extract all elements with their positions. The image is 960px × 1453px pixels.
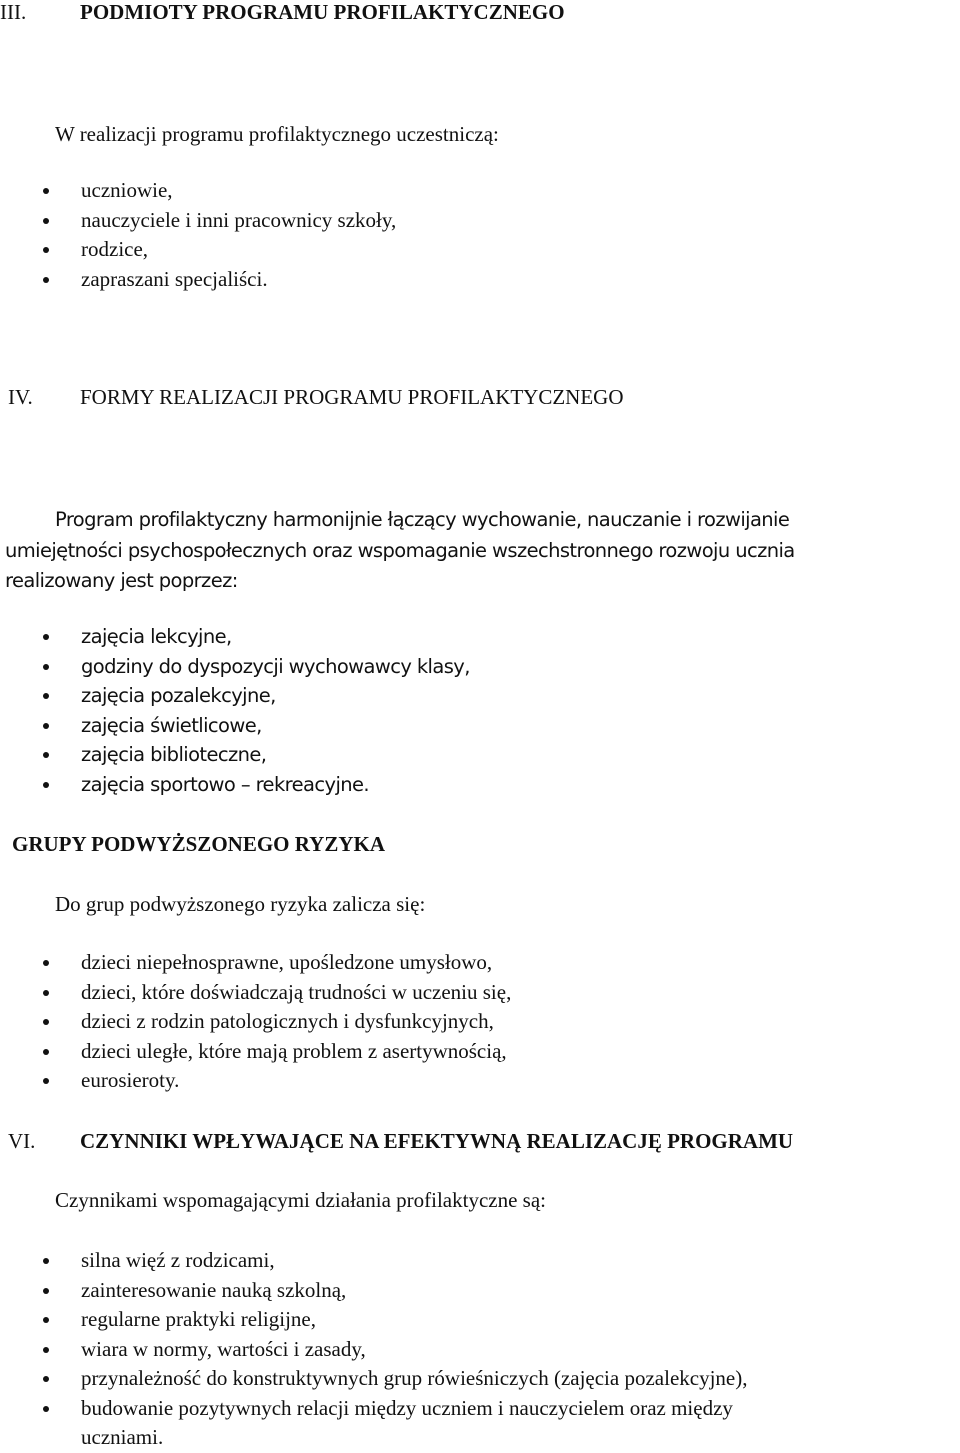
list-item: eurosieroty. (0, 1066, 960, 1096)
section-heading-vi (8, 1127, 960, 1155)
section-number: IV. (8, 385, 33, 409)
paragraph-line: Program profilaktyczny harmonijnie łączący wychowanie, nauczanie i rozwijanie (55, 508, 790, 531)
list-item: zapraszani specjaliści. (0, 265, 960, 295)
list-item: nauczyciele i inni pracownicy szkoły, (0, 206, 960, 236)
list-item: dzieci niepełnosprawne, upośledzone umysłowo, (0, 948, 960, 978)
section-number: VI. (8, 1129, 36, 1153)
section-intro: Czynnikami wspomagającymi działania profilaktyczne są: (55, 1188, 546, 1212)
section-title: FORMY REALIZACJI PROGRAMU PROFILAKTYCZNEGO (80, 385, 624, 409)
factors-list (0, 1246, 960, 1453)
list-item: dzieci, które doświadczają trudności w uczeniu się, (0, 978, 960, 1008)
list-item: zajęcia świetlicowe, (0, 711, 960, 741)
risk-groups-heading: GRUPY PODWYŻSZONEGO RYZYKA (12, 832, 386, 856)
participants-list (0, 176, 960, 294)
section-heading-iii (0, 0, 960, 26)
forms-list (0, 622, 960, 799)
section-intro: W realizacji programu profilaktycznego uczestniczą: (55, 122, 499, 146)
section-number: III. (0, 0, 27, 24)
section-heading-iv (8, 383, 960, 411)
list-item: zainteresowanie nauką szkolną, (0, 1276, 960, 1306)
section-title: PODMIOTY PROGRAMU PROFILAKTYCZNEGO (80, 0, 565, 24)
section-title: CZYNNIKI WPŁYWAJĄCE NA EFEKTYWNĄ REALIZACJĘ PROGRAMU (80, 1129, 794, 1153)
paragraph-line: umiejętności psychospołecznych oraz wspomaganie wszechstronnego rozwoju ucznia (5, 538, 795, 562)
risk-groups-list (0, 948, 960, 1096)
list-item: regularne praktyki religijne, (0, 1305, 960, 1335)
list-item: zajęcia lekcyjne, (0, 622, 960, 652)
paragraph-line: realizowany jest poprzez: (5, 569, 238, 592)
list-item: silna więź z rodzicami, (0, 1246, 960, 1276)
list-item: uczniowie, (0, 176, 960, 206)
list-item: rodzice, (0, 235, 960, 265)
list-item: zajęcia biblioteczne, (0, 740, 960, 770)
list-item-line: budowanie pozytywnych relacji między uczniem i nauczycielem oraz między (81, 1395, 733, 1420)
list-item: przynależność do konstruktywnych grup rówieśniczych (zajęcia pozalekcyjne), (0, 1364, 960, 1394)
section-paragraph (0, 505, 960, 597)
list-item-line: uczniami. (81, 1425, 164, 1449)
section-intro: Do grup podwyższonego ryzyka zalicza się: (55, 892, 426, 916)
list-item (0, 1394, 960, 1453)
list-item: dzieci z rodzin patologicznych i dysfunkcyjnych, (0, 1007, 960, 1037)
list-item: dzieci uległe, które mają problem z asertywnością, (0, 1037, 960, 1067)
list-item: zajęcia pozalekcyjne, (0, 681, 960, 711)
list-item: zajęcia sportowo – rekreacyjne. (0, 770, 960, 800)
list-item: godziny do dyspozycji wychowawcy klasy, (0, 652, 960, 682)
list-item: wiara w normy, wartości i zasady, (0, 1335, 960, 1365)
